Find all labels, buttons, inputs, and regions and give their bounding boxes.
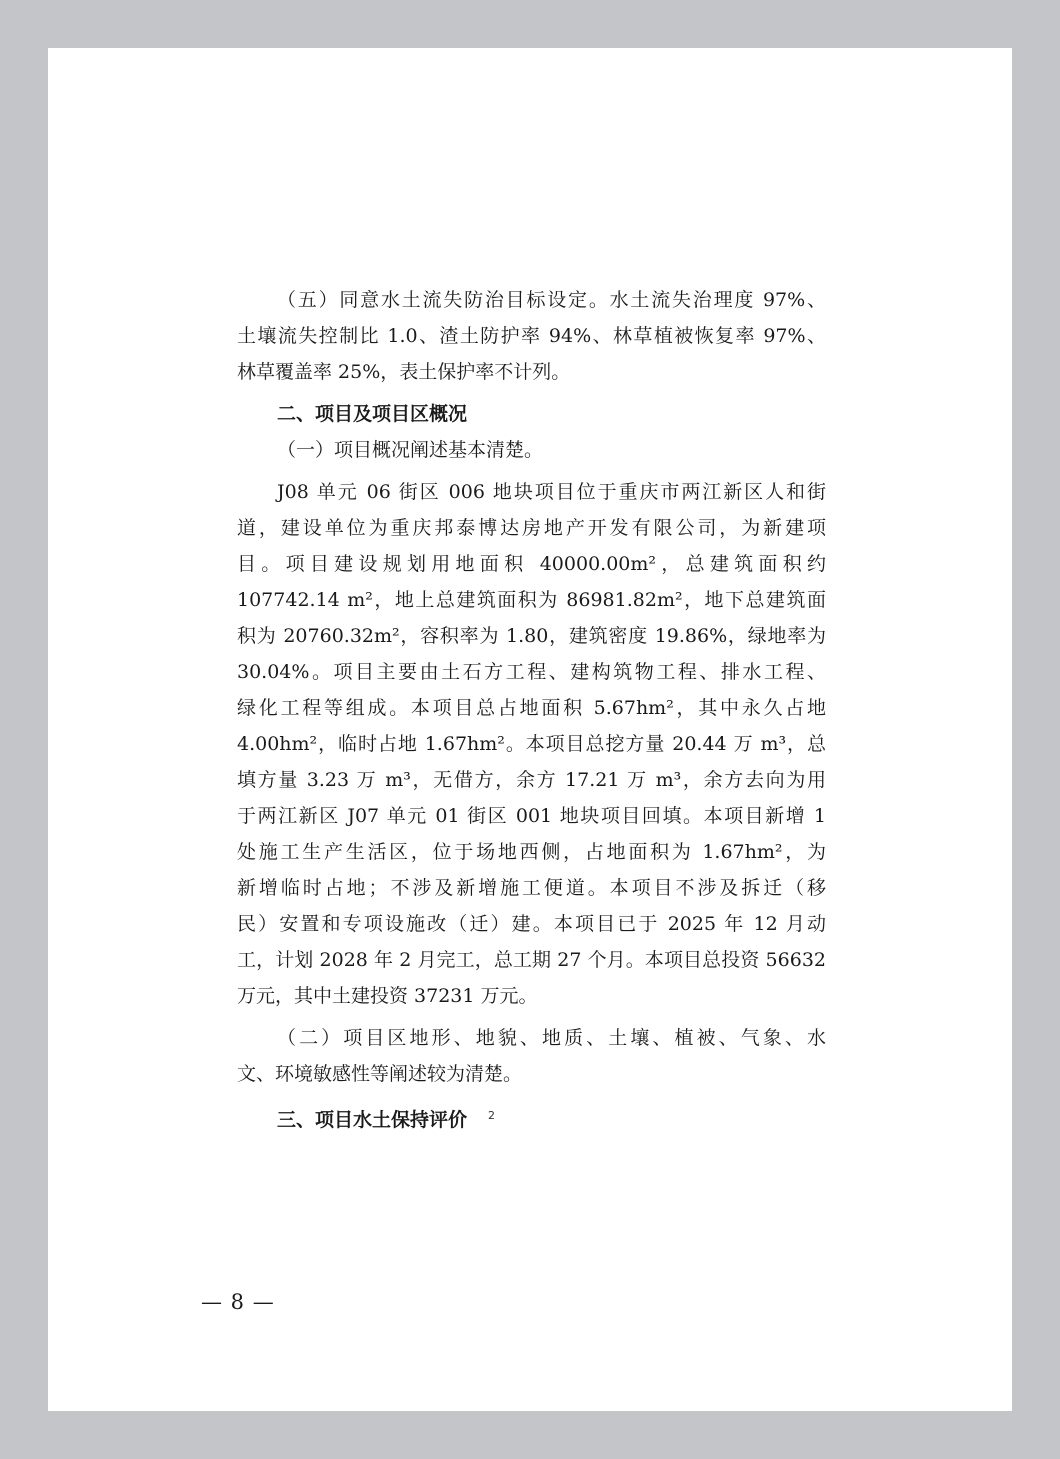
footer-page-number: — 8 — [201,1290,275,1314]
paragraph-line: 于两江新区 J07 单元 01 街区 001 地块项目回填。本项目新增 1 [237,805,826,827]
paragraph-line: 绿化工程等组成。本项目总占地面积 5.67hm²，其中永久占地 [237,697,826,719]
section-heading: 二、项目及项目区概况 [277,403,468,425]
paragraph-line: 万元，其中土建投资 37231 万元。 [237,985,538,1007]
body-text [237,282,826,1138]
paragraph-line: 文、环境敏感性等阐述较为清楚。 [237,1063,523,1085]
paragraph-line: 工，计划 2028 年 2 月完工，总工期 27 个月。本项目总投资 56632 [237,949,826,971]
document-page [48,48,1012,1411]
paragraph-line: 新增临时占地；不涉及新增施工便道。本项目不涉及拆迁（移 [237,877,826,899]
paragraph-line: 土壤流失控制比 1.0、渣土防护率 94%、林草植被恢复率 97%、 [237,325,826,347]
paragraph-line: 目。项目建设规划用地面积 40000.00m²，总建筑面积约 [237,553,826,575]
paragraph-line: J08 单元 06 街区 006 地块项目位于重庆市两江新区人和街 [277,481,826,503]
paragraph-line: 道，建设单位为重庆邦泰博达房地产开发有限公司，为新建项 [237,517,826,539]
paragraph-line: 积为 20760.32m²，容积率为 1.80，建筑密度 19.86%，绿地率为 [237,625,826,647]
paragraph-line: 4.00hm²，临时占地 1.67hm²。本项目总挖方量 20.44 万 m³，总 [237,733,826,755]
paragraph-line: 林草覆盖率 25%，表土保护率不计列。 [237,361,571,383]
paragraph-line: 30.04%。项目主要由土石方工程、建构筑物工程、排水工程、 [237,661,826,683]
section-heading: 三、项目水土保持评价 [277,1109,468,1131]
paragraph-line: （五）同意水土流失防治目标设定。水土流失治理度 97%、 [277,289,826,311]
inner-page-number: 2 [488,1109,495,1122]
paragraph-line: 民）安置和专项设施改（迁）建。本项目已于 2025 年 12 月动 [237,913,826,935]
paragraph-line: （一）项目概况阐述基本清楚。 [277,439,544,461]
paragraph-line: 处施工生产生活区，位于场地西侧，占地面积为 1.67hm²，为 [237,841,826,863]
paragraph-line: （二）项目区地形、地貌、地质、土壤、植被、气象、水 [277,1027,826,1049]
paragraph-line: 填方量 3.23 万 m³，无借方，余方 17.21 万 m³，余方去向为用 [237,769,826,791]
paragraph-line: 107742.14 m²，地上总建筑面积为 86981.82m²，地下总建筑面 [237,589,826,611]
